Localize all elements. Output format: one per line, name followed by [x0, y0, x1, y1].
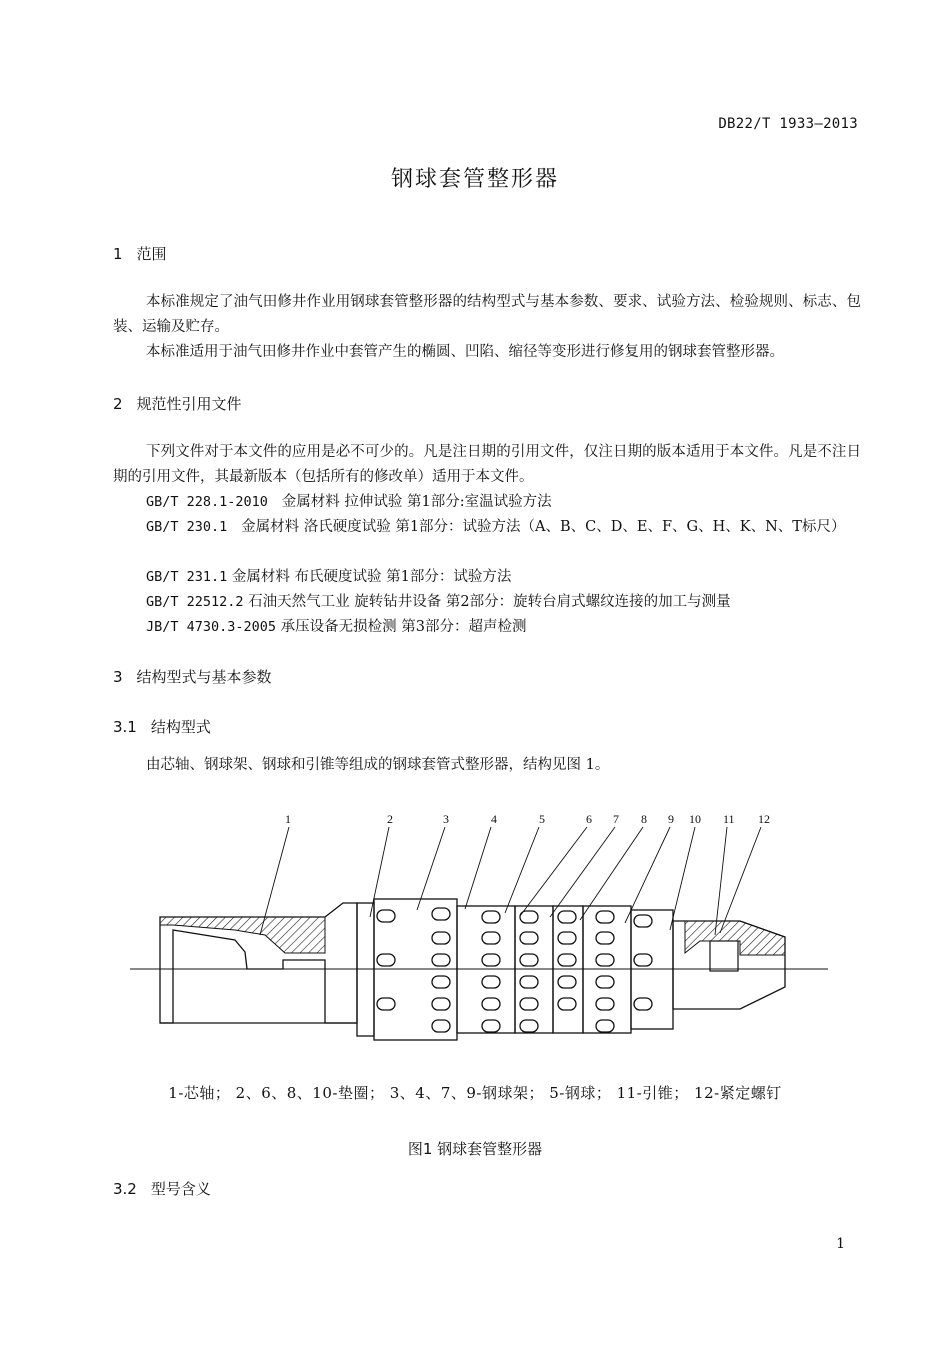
standard-code: DB22/T 1933—2013 [718, 116, 858, 132]
section-3-heading [113, 666, 272, 687]
steel-ball [596, 932, 614, 944]
steel-ball [482, 976, 500, 988]
steel-ball [520, 954, 538, 966]
steel-ball [558, 998, 576, 1010]
steel-ball [634, 954, 652, 966]
mandrel [160, 903, 357, 1023]
steel-ball [558, 911, 576, 923]
reference-title: 金属材料 拉伸试验 第1部分:室温试验方法 [281, 494, 552, 510]
figure-caption: 图1 钢球套管整形器 [407, 1140, 543, 1158]
part-label: 8 [641, 812, 647, 826]
part-labels [285, 812, 770, 826]
section-3-1-paragraph: 由芯轴、钢球架、钢球和引锥等组成的钢球套管式整形器，结构见图 1。 [146, 757, 610, 773]
section-number: 3 [113, 668, 123, 686]
figure-legend: 1-芯轴； 2、6、8、10-垫圈； 3、4、7、9-钢球架； 5-钢球； 11-引锥； 12-紧定螺钉 [168, 1084, 782, 1102]
section-number: 2 [113, 395, 123, 413]
steel-ball [482, 932, 500, 944]
section-title: 结构型式与基本参数 [136, 668, 272, 686]
steel-ball [482, 1020, 500, 1032]
section-number: 3.1 [113, 718, 137, 736]
steel-ball [558, 954, 576, 966]
steel-ball [432, 976, 450, 988]
steel-ball [432, 932, 450, 944]
steel-ball [558, 932, 576, 944]
steel-ball [432, 954, 450, 966]
leader-lines [260, 827, 761, 935]
steel-ball [596, 954, 614, 966]
steel-ball [520, 1020, 538, 1032]
section-title: 规范性引用文件 [136, 395, 242, 413]
document-title: 钢球套管整形器 [390, 167, 559, 192]
steel-ball [558, 976, 576, 988]
set-screw [710, 941, 738, 971]
section-1-paragraph-2: 本标准适用于油气田修井作业中套管产生的椭圆、凹陷、缩径等变形进行修复用的钢球套管整形器。 [146, 344, 784, 360]
section-number: 1 [113, 245, 123, 263]
section-2-paragraph-1: 下列文件对于本文件的应用是必不可少的。凡是注日期的引用文件，仅注日期的版本适用于本文件。凡是不注日期的引用文件，其最新版本（包括所有的修改单）适用于本文件。 [113, 444, 861, 485]
part-label: 3 [443, 812, 449, 826]
part-label: 11 [723, 812, 735, 826]
steel-ball [520, 998, 538, 1010]
reference-code: GB/T 22512.2 [146, 594, 244, 610]
reference-item [146, 615, 527, 640]
section-1-heading [113, 243, 167, 264]
steel-ball [377, 998, 395, 1010]
section-1-paragraph-1: 本标准规定了油气田修井作业用钢球套管整形器的结构型式与基本参数、要求、试验方法、检验规则、标志、包装、运输及贮存。 [113, 294, 861, 335]
steel-ball [432, 1020, 450, 1032]
part-label: 12 [758, 812, 770, 826]
part-label: 7 [613, 812, 619, 826]
steel-ball [482, 998, 500, 1010]
reference-code: JB/T 4730.3-2005 [146, 619, 277, 635]
section-title: 范围 [136, 245, 167, 263]
section-title: 结构型式 [150, 718, 211, 736]
reference-item [146, 590, 731, 615]
steel-ball [596, 976, 614, 988]
part-label: 2 [387, 812, 393, 826]
steel-ball [432, 998, 450, 1010]
part-label: 5 [539, 812, 545, 826]
steel-ball [596, 911, 614, 923]
reference-code: GB/T 230.1 [146, 519, 228, 535]
section-title: 型号含义 [150, 1180, 211, 1198]
steel-ball [432, 908, 450, 920]
reference-title: 承压设备无损检测 第3部分：超声检测 [280, 619, 527, 635]
part-label: 1 [285, 812, 291, 826]
page-number: 1 [836, 1236, 845, 1252]
reference-title: 石油天然气工业 旋转钻井设备 第2部分：旋转台肩式螺纹连接的加工与测量 [248, 594, 731, 610]
section-2-heading [113, 393, 242, 414]
steel-ball [520, 932, 538, 944]
guide-cone [673, 921, 785, 1009]
part-label: 4 [491, 812, 497, 826]
reference-item [146, 565, 511, 590]
part-label: 6 [586, 812, 592, 826]
reference-item [113, 515, 861, 540]
reference-code: GB/T 228.1-2010 [146, 494, 268, 510]
steel-ball [520, 976, 538, 988]
steel-ball [634, 915, 652, 927]
steel-ball [596, 1020, 614, 1032]
reference-item [146, 490, 552, 515]
section-number: 3.2 [113, 1180, 137, 1198]
reference-title: 金属材料 布氏硬度试验 第1部分：试验方法 [231, 569, 512, 585]
steel-ball [482, 911, 500, 923]
section-3-2-heading [113, 1178, 211, 1199]
steel-ball [377, 910, 395, 922]
steel-ball [596, 998, 614, 1010]
reference-title: 金属材料 洛氏硬度试验 第1部分：试验方法（A、B、C、D、E、F、G、H、K、N、T标尺） [241, 519, 846, 535]
steel-ball [377, 954, 395, 966]
reference-code: GB/T 231.1 [146, 569, 228, 585]
part-label: 9 [668, 812, 674, 826]
steel-ball [482, 954, 500, 966]
steel-ball [634, 998, 652, 1010]
section-3-1-heading [113, 716, 211, 737]
part-label: 10 [689, 812, 701, 826]
tool-drawing [125, 805, 835, 1060]
